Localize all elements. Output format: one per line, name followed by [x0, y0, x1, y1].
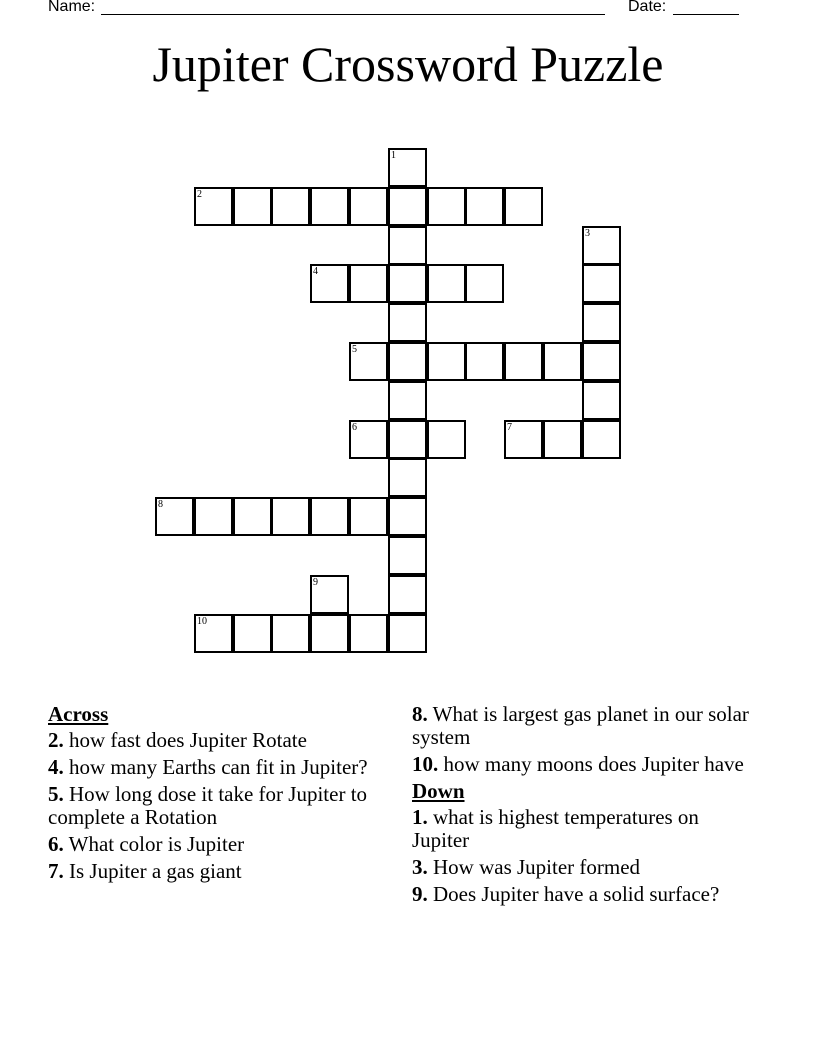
clue-text: what is highest temperatures on Jupiter	[412, 805, 699, 852]
cell-number: 9	[313, 577, 318, 588]
clue-number: 8.	[412, 702, 428, 726]
clues-column-right	[412, 703, 752, 910]
crossword-cell[interactable]	[582, 420, 621, 459]
crossword-cell[interactable]	[271, 497, 310, 536]
across-clue-5	[48, 783, 388, 829]
crossword-cell[interactable]	[582, 303, 621, 342]
crossword-cell[interactable]	[349, 264, 388, 303]
cell-number: 3	[585, 228, 590, 239]
crossword-cell[interactable]	[155, 497, 194, 536]
clue-number: 3.	[412, 855, 428, 879]
down-heading: Down	[412, 779, 465, 803]
crossword-cell[interactable]	[388, 536, 427, 575]
clue-text: How was Jupiter formed	[433, 855, 641, 879]
crossword-cell[interactable]	[582, 226, 621, 265]
across-clue-8	[412, 703, 752, 749]
clue-number: 6.	[48, 832, 64, 856]
clue-text: What is largest gas planet in our solar system	[412, 702, 749, 749]
crossword-cell[interactable]	[582, 342, 621, 381]
crossword-cell[interactable]	[388, 187, 427, 226]
down-clue-9	[412, 883, 752, 906]
crossword-cell[interactable]	[388, 458, 427, 497]
across-clue-10	[412, 753, 752, 776]
cell-number: 1	[391, 150, 396, 161]
across-heading: Across	[48, 702, 109, 726]
name-label: Name:	[48, 0, 96, 15]
crossword-cell[interactable]	[504, 420, 543, 459]
crossword-cell[interactable]	[349, 614, 388, 653]
clue-text: Does Jupiter have a solid surface?	[433, 882, 720, 906]
crossword-cell[interactable]	[465, 264, 504, 303]
crossword-cell[interactable]	[194, 614, 233, 653]
cell-number: 6	[352, 422, 357, 433]
crossword-cell[interactable]	[388, 342, 427, 381]
crossword-cell[interactable]	[388, 303, 427, 342]
across-clue-2	[48, 729, 388, 752]
clue-text: how many Earths can fit in Jupiter?	[69, 755, 368, 779]
crossword-cell[interactable]	[388, 381, 427, 420]
crossword-cell[interactable]	[388, 420, 427, 459]
crossword-cell[interactable]	[504, 342, 543, 381]
crossword-cell[interactable]	[233, 614, 272, 653]
clue-text: How long dose it take for Jupiter to complete a Rotation	[48, 782, 368, 829]
crossword-cell[interactable]	[427, 420, 466, 459]
date-label: Date:	[628, 0, 667, 15]
crossword-cell[interactable]	[310, 575, 349, 614]
across-clue-7	[48, 860, 388, 883]
crossword-cell[interactable]	[465, 187, 504, 226]
crossword-cell[interactable]	[349, 497, 388, 536]
clue-text: how many moons does Jupiter have	[443, 752, 744, 776]
clue-number: 7.	[48, 859, 64, 883]
crossword-cell[interactable]	[388, 148, 427, 187]
down-clue-3	[412, 856, 752, 879]
crossword-cell[interactable]	[310, 264, 349, 303]
crossword-cell[interactable]	[233, 187, 272, 226]
crossword-cell[interactable]	[310, 187, 349, 226]
crossword-cell[interactable]	[388, 497, 427, 536]
across-clue-6	[48, 833, 388, 856]
crossword-cell[interactable]	[310, 497, 349, 536]
clue-text: how fast does Jupiter Rotate	[69, 728, 307, 752]
cell-number: 7	[507, 422, 512, 433]
crossword-cell[interactable]	[349, 420, 388, 459]
clues-column-left	[48, 703, 388, 887]
clue-text: Is Jupiter a gas giant	[69, 859, 242, 883]
crossword-cell[interactable]	[194, 497, 233, 536]
crossword-cell[interactable]	[465, 342, 504, 381]
cell-number: 2	[197, 189, 202, 200]
crossword-cell[interactable]	[582, 264, 621, 303]
clue-number: 2.	[48, 728, 64, 752]
crossword-cell[interactable]	[582, 381, 621, 420]
cell-number: 10	[197, 616, 207, 627]
across-clue-4	[48, 756, 388, 779]
cell-number: 4	[313, 266, 318, 277]
crossword-cell[interactable]	[349, 187, 388, 226]
clue-number: 4.	[48, 755, 64, 779]
crossword-cell[interactable]	[427, 342, 466, 381]
page-title: Jupiter Crossword Puzzle	[152, 36, 664, 92]
crossword-cell[interactable]	[271, 614, 310, 653]
crossword-cell[interactable]	[349, 342, 388, 381]
crossword-cell[interactable]	[427, 264, 466, 303]
crossword-cell[interactable]	[310, 614, 349, 653]
clue-number: 1.	[412, 805, 428, 829]
cell-number: 5	[352, 344, 357, 355]
crossword-cell[interactable]	[543, 342, 582, 381]
crossword-cell[interactable]	[388, 264, 427, 303]
clue-text: What color is Jupiter	[68, 832, 245, 856]
down-clue-1	[412, 806, 752, 852]
crossword-cell[interactable]	[271, 187, 310, 226]
clue-number: 5.	[48, 782, 64, 806]
crossword-cell[interactable]	[388, 575, 427, 614]
clue-number: 10.	[412, 752, 439, 776]
crossword-cell[interactable]	[194, 187, 233, 226]
crossword-cell[interactable]	[233, 497, 272, 536]
cell-number: 8	[158, 499, 163, 510]
crossword-cell[interactable]	[427, 187, 466, 226]
crossword-cell[interactable]	[504, 187, 543, 226]
clue-number: 9.	[412, 882, 428, 906]
crossword-cell[interactable]	[388, 614, 427, 653]
crossword-cell[interactable]	[388, 226, 427, 265]
crossword-cell[interactable]	[543, 420, 582, 459]
